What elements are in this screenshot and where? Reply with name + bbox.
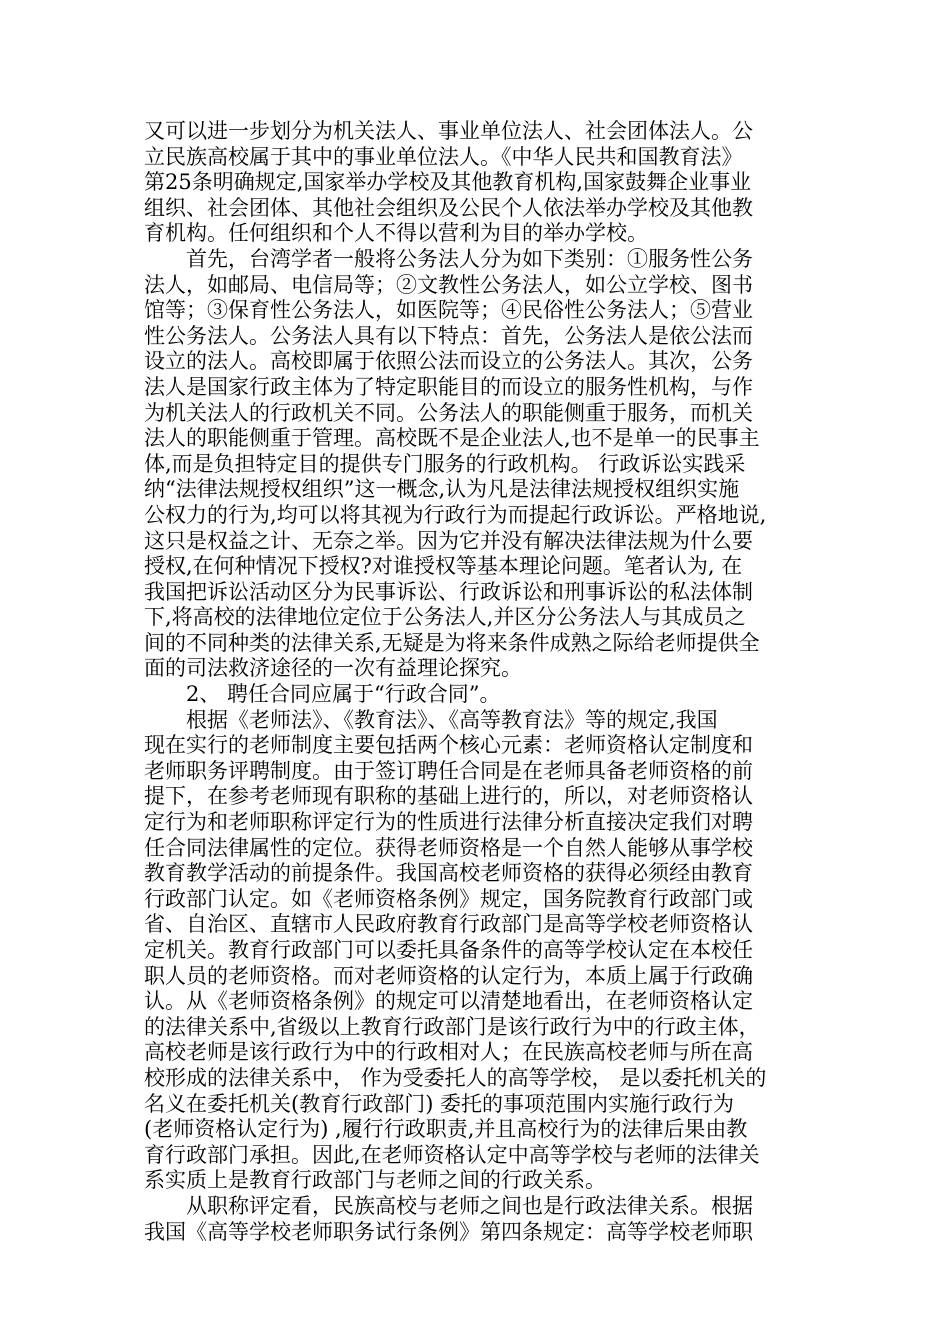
text-line: 省、自治区、直辖市人民政府教育行政部门是高等学校老师资格认 xyxy=(144,912,753,937)
text-line: 高校老师是该行政行为中的行政相对人；在民族高校老师与所在高 xyxy=(144,1040,753,1065)
text-line: (老师资格认定行为) ,履行行政职责,并且高校行为的法律后果由教 xyxy=(144,1117,748,1142)
text-line: 组织、社会团体、其他社会组织及公民个人依法举办学校及其他教 xyxy=(144,195,753,220)
text-line: 职人员的老师资格。而对老师资格的认定行为，本质上属于行政确 xyxy=(144,963,753,988)
text-line: 授权,在何种情况下授权?对谁授权等基本理论问题。笔者认为, 在 xyxy=(144,554,743,579)
text-line: 我国把诉讼活动区分为民事诉讼、行政诉讼和刑事诉讼的私法体制 xyxy=(144,579,753,604)
text-line: 行政部门认定。如《老师资格条例》规定，国务院教育行政部门或 xyxy=(144,886,753,911)
text-line: 间的不同种类的法律关系,无疑是为将来条件成熟之际给老师提供全 xyxy=(144,630,760,655)
text-line: 教育教学活动的前提条件。我国高校老师资格的获得必须经由教育 xyxy=(144,861,753,886)
text-line: 我国《高等学校老师职务试行条例》第四条规定：高等学校老师职 xyxy=(144,1219,753,1244)
text-line: 性公务法人。公务法人具有以下特点：首先，公务法人是依公法而 xyxy=(144,323,753,348)
text-line: 系实质上是教育行政部门与老师之间的行政关系。 xyxy=(144,1168,606,1193)
text-line: 为机关法人的行政机关不同。公务法人的职能侧重于服务，而机关 xyxy=(144,400,753,425)
text-line: 育行政部门承担。因此,在老师资格认定中高等学校与老师的法律关 xyxy=(144,1142,760,1167)
text-line: 立民族高校属于其中的事业单位法人。《中华人民共和国教育法》 xyxy=(144,144,743,169)
text-line: 法人是国家行政主体为了特定职能目的而设立的服务性机构，与作 xyxy=(144,374,753,399)
text-line: 设立的法人。高校即属于依照公法而设立的公务法人。其次，公务 xyxy=(144,349,753,374)
text-line: 法人的职能侧重于管理。高校既不是企业法人,也不是单一的民事主 xyxy=(144,426,760,451)
text-line: 纳“法律法规授权组织”这一概念,认为凡是法律法规授权组织实施 xyxy=(144,477,740,502)
text-line: 馆等；③保育性公务法人，如医院等；④民俗性公务法人；⑤营业 xyxy=(144,298,753,323)
text-line: 提下，在参考老师现有职称的基础上进行的，所以，对老师资格认 xyxy=(144,784,753,809)
paragraph-first-line: 2、 聘任合同应属于“行政合同”。 xyxy=(186,682,501,707)
text-line: 面的司法救济途径的一次有益理论探究。 xyxy=(144,656,522,681)
document-page xyxy=(144,119,806,1245)
text-line: 现在实行的老师制度主要包括两个核心元素：老师资格认定制度和 xyxy=(144,733,753,758)
text-line: 下,将高校的法律地位定位于公务法人,并区分公务法人与其成员之 xyxy=(144,605,746,630)
text-line: 认。从《老师资格条例》的规定可以清楚地看出，在老师资格认定 xyxy=(144,989,753,1014)
text-line: 法人，如邮局、电信局等；②文教性公务法人，如公立学校、图书 xyxy=(144,272,753,297)
text-line: 这只是权益之计、无奈之举。因为它并没有解决法律法规为什么要 xyxy=(144,528,753,553)
paragraph-first-line: 根据《老师法》、《教育法》、《高等教育法》等的规定,我国 xyxy=(186,707,718,732)
text-line: 的法律关系中,省级以上教育行政部门是该行政行为中的行政主体， xyxy=(144,1014,760,1039)
text-line: 名义在委托机关(教育行政部门) 委托的事项范围内实施行政行为 xyxy=(144,1091,735,1116)
text-line: 校形成的法律关系中， 作为受委托人的高等学校， 是以委托机关的 xyxy=(144,1065,767,1090)
text-line: 公权力的行为,均可以将其视为行政行为而提起行政诉讼。严格地说, xyxy=(144,502,767,527)
text-line: 体,而是负担特定目的提供专门服务的行政机构。 行政诉讼实践采 xyxy=(144,451,746,476)
text-line: 老师职务评聘制度。由于签订聘任合同是在老师具备老师资格的前 xyxy=(144,758,753,783)
text-line: 任合同法律属性的定位。获得老师资格是一个自然人能够从事学校 xyxy=(144,835,753,860)
text-line: 定行为和老师职称评定行为的性质进行法律分析直接决定我们对聘 xyxy=(144,810,753,835)
paragraph-first-line: 从职称评定看，民族高校与老师之间也是行政法律关系。根据 xyxy=(186,1193,753,1218)
text-line: 第25条明确规定,国家举办学校及其他教育机构,国家鼓舞企业事业 xyxy=(144,170,752,195)
text-line: 育机构。任何组织和个人不得以营利为目的举办学校。 xyxy=(144,221,648,246)
paragraph-first-line: 首先，台湾学者一般将公务法人分为如下类别：①服务性公务 xyxy=(186,246,753,271)
text-line: 定机关。教育行政部门可以委托具备条件的高等学校认定在本校任 xyxy=(144,938,753,962)
text-line: 又可以进一步划分为机关法人、事业单位法人、社会团体法人。公 xyxy=(144,119,753,143)
